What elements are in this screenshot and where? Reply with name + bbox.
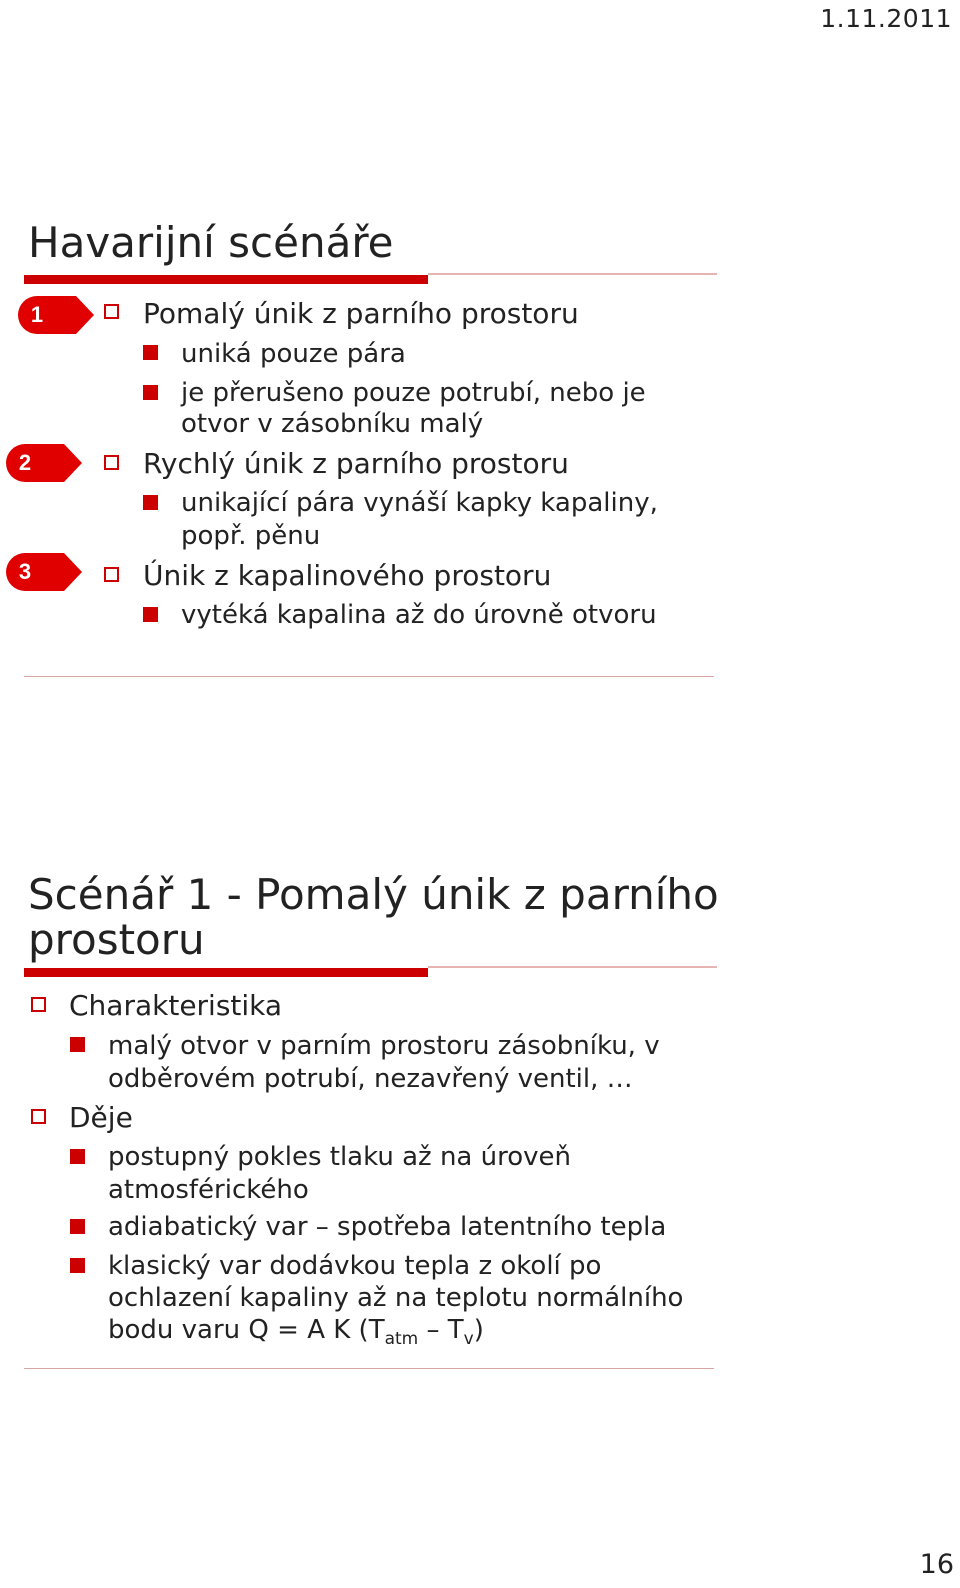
slide-2-title-line-2: prostoru <box>28 915 205 964</box>
item-2-sub-1-line-2: popř. pěnu <box>181 521 321 551</box>
deje-sub-3-formula <box>108 1314 484 1349</box>
badge-3 <box>4 551 82 593</box>
badge-2-number: 2 <box>18 450 32 475</box>
filled-square-bullet-icon <box>70 1258 85 1273</box>
title-underline-thin <box>428 966 717 968</box>
page-number: 16 <box>919 1549 954 1580</box>
item-3-text: Únik z kapalinového prostoru <box>143 559 552 592</box>
filled-square-bullet-icon <box>143 385 158 400</box>
badge-1 <box>16 294 94 336</box>
item-charakteristika: Charakteristika <box>69 989 283 1022</box>
filled-square-bullet-icon <box>70 1037 85 1052</box>
filled-square-bullet-icon <box>143 495 158 510</box>
deje-sub-3-line-1: klasický var dodávkou tepla z okolí po <box>108 1251 602 1281</box>
badge-3-number: 3 <box>18 559 32 584</box>
date-label: 1.11.2011 <box>820 4 952 33</box>
charakteristika-sub-1-line-2: odběrovém potrubí, nezavřený ventil, … <box>108 1064 633 1094</box>
deje-sub-3-line-2: ochlazení kapaliny až na teplotu normálního <box>108 1283 684 1313</box>
title-underline-red <box>24 275 428 284</box>
charakteristika-sub-1-line-1: malý otvor v parním prostoru zásobníku, v <box>108 1031 660 1061</box>
formula-middle: – T <box>418 1315 464 1345</box>
item-2-sub-1-line-1: unikající pára vynáší kapky kapaliny, <box>181 488 658 518</box>
filled-square-bullet-icon <box>143 607 158 622</box>
item-1-text: Pomalý únik z parního prostoru <box>143 297 579 330</box>
badge-2 <box>4 442 82 484</box>
hollow-square-bullet-icon <box>104 567 119 582</box>
filled-square-bullet-icon <box>143 345 158 360</box>
badge-1-number: 1 <box>30 302 44 327</box>
formula-subscript-v: v <box>463 1329 474 1349</box>
deje-sub-1-line-2: atmosférického <box>108 1175 309 1205</box>
slide-2-title-line-1: Scénář 1 - Pomalý únik z parního <box>28 870 719 919</box>
hollow-square-bullet-icon <box>31 1109 46 1124</box>
deje-sub-1-line-1: postupný pokles tlaku až na úroveň <box>108 1142 571 1172</box>
item-1-sub-2-line-2: otvor v zásobníku malý <box>181 409 484 439</box>
slide-1-bottom-rule <box>24 676 714 677</box>
hollow-square-bullet-icon <box>31 997 46 1012</box>
item-3-sub-1: vytéká kapalina až do úrovně otvoru <box>181 600 657 630</box>
hollow-square-bullet-icon <box>104 455 119 470</box>
slide-2-bottom-rule <box>24 1368 714 1369</box>
title-underline-red <box>24 968 428 977</box>
hollow-square-bullet-icon <box>104 304 119 319</box>
deje-sub-2: adiabatický var – spotřeba latentního tepla <box>108 1212 667 1242</box>
item-1-sub-1: uniká pouze pára <box>181 339 406 369</box>
slide-1-title: Havarijní scénáře <box>28 218 394 267</box>
formula-suffix: ) <box>473 1315 484 1345</box>
title-underline-thin <box>428 273 717 275</box>
item-deje: Děje <box>69 1101 133 1134</box>
item-2-text: Rychlý únik z parního prostoru <box>143 447 569 480</box>
formula-subscript-atm: atm <box>384 1329 419 1349</box>
filled-square-bullet-icon <box>70 1149 85 1164</box>
formula-prefix: bodu varu Q = A K (T <box>108 1315 385 1345</box>
filled-square-bullet-icon <box>70 1219 85 1234</box>
item-1-sub-2-line-1: je přerušeno pouze potrubí, nebo je <box>181 378 646 408</box>
